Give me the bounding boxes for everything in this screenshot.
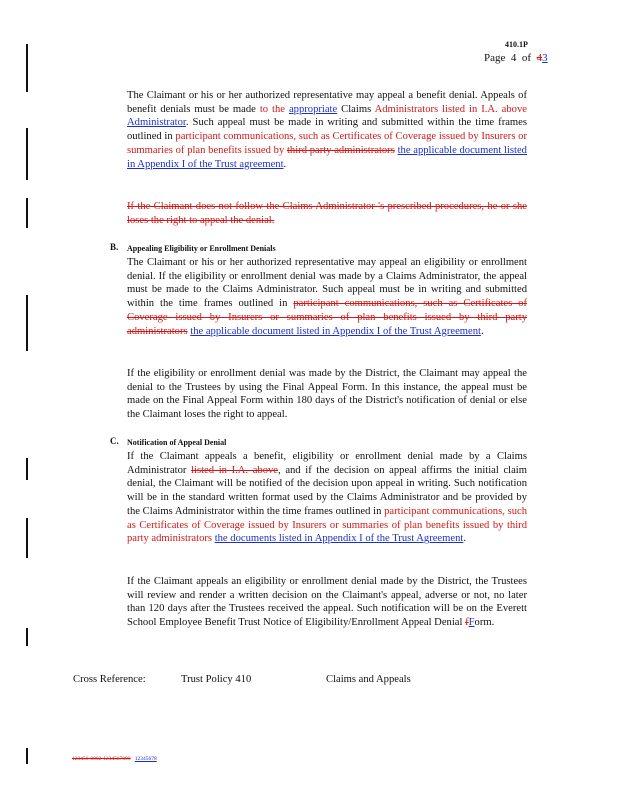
revised-text: to the — [259, 103, 285, 115]
body-text: The Claimant or his or her authorized representative may appeal a benefit denial. Appeals of benefit denials must be made — [127, 90, 527, 115]
deleted-procedures-paragraph — [127, 200, 527, 227]
change-bar — [26, 458, 28, 480]
page-total-deleted: 4 — [536, 52, 543, 64]
cross-reference-title: Claims and Appeals — [326, 674, 411, 685]
cross-reference-label: Cross Reference: — [73, 674, 146, 685]
change-bar — [26, 518, 28, 558]
trustees-decision-paragraph — [127, 575, 527, 630]
deleted-text: third party administrators — [286, 144, 395, 156]
page-of-label: of — [521, 52, 532, 64]
section-b-letter: B. — [110, 242, 119, 252]
change-bar — [26, 44, 28, 92]
body-text: orm. — [474, 617, 495, 629]
section-b-heading: Appealing Eligibility or Enrollment Denials — [127, 244, 276, 253]
district-appeal-paragraph — [127, 367, 527, 422]
deleted-text: f — [465, 617, 469, 629]
body-text: . — [480, 325, 484, 337]
page-current: 4 — [510, 52, 517, 64]
notification-paragraph — [127, 450, 527, 546]
page-total-inserted: 3 — [542, 52, 548, 64]
body-text: . — [283, 158, 287, 170]
inserted-text: appropriate — [288, 103, 338, 115]
change-bar — [26, 748, 28, 764]
inserted-text: the documents listed in Appendix I of the Trust Agreement — [214, 533, 464, 545]
inserted-text: F — [468, 617, 475, 629]
revised-text: participant communications, such as Certificates of Coverage issued by Insurers or summaries of plan benefits issued by third party administrators — [127, 505, 527, 545]
change-bar — [26, 198, 28, 228]
deleted-text: If the Claimant does not follow the Claims Administrator 's prescribed procedures, he or she loses the right to appeal the denial. — [127, 201, 527, 226]
section-c-letter: C. — [110, 436, 119, 446]
body-text: Claims — [337, 103, 375, 115]
body-text: If the Claimant appeals a benefit, eligibility or enrollment denial made by a Claims Administrator — [127, 451, 527, 476]
policy-code: 410.1P — [505, 40, 528, 49]
body-text: If the eligibility or enrollment denial was made by the District, the Claimant may appeal the denial to the Trustees by using the Final Appeal Form. In this instance, the appeal must be made on the Final Appeal Form within 180 days of the District's notification of denial or else the Claimant loses the right to appeal. — [127, 368, 527, 421]
document-id — [72, 756, 157, 762]
revised-text: participant communications, such as Certificates of Coverage issued by Insurers or summaries of plan benefits issued by — [127, 131, 527, 156]
benefit-appeal-paragraph — [127, 89, 527, 171]
deleted-text: listed in I.A. above — [191, 464, 279, 476]
body-text: . — [463, 533, 466, 545]
page-label: Page — [484, 52, 506, 64]
eligibility-appeal-paragraph — [127, 256, 527, 338]
change-bar — [26, 128, 28, 180]
body-text: . Such appeal must be made in writing and submitted within the time frames outlined in — [127, 117, 527, 143]
document-id-deleted: 123456-0002-1234567890 — [72, 756, 131, 762]
body-text: If the Claimant appeals an eligibility or enrollment denial made by the District, the Trustees will review and render a written decision on the Claimant's appeal, adverse or not, no later than 120 days after the Trustees received the appeal. Such notification will be on the Everett School Employee Benefit Trust Notice of Eligibility/Enrollment Appeal Denial — [127, 576, 527, 629]
page-number — [484, 52, 548, 64]
inserted-text: the applicable document listed in Appendix I of the Trust Agreement — [190, 325, 481, 337]
body-text: The Claimant or his or her authorized representative may appeal an eligibility or enrollment denial. If the eligibility or enrollment denial was made by a Claims Administrator, the appeal must be made to the Claims Administrator. Such appeal must be in writing and submitted within the time frames outlined in — [127, 257, 527, 310]
revised-text: Administrators listed in I.A. above — [374, 103, 527, 115]
inserted-text: the applicable document listed in Appendix I of the Trust agreement — [127, 144, 527, 170]
section-c-heading: Notification of Appeal Denial — [127, 438, 227, 447]
change-bar — [26, 295, 28, 351]
body-text: , and if the decision on appeal affirms the initial claim denial, the Claimant will be notified of the decision upon appeal in writing. Such notification will be in the standard written format used by the Claims Administrator and be provided by the Claims Administrator within the time frames outlined in — [127, 464, 527, 517]
cross-reference-policy: Trust Policy 410 — [181, 674, 252, 685]
inserted-text: Administrator — [127, 117, 186, 129]
deleted-text: participant communications, such as Certificates of Coverage issued by Insurers or summaries of plan benefits issued by third party administrators — [127, 298, 527, 337]
document-id-inserted: 12345678 — [134, 756, 157, 762]
change-bar — [26, 628, 28, 646]
